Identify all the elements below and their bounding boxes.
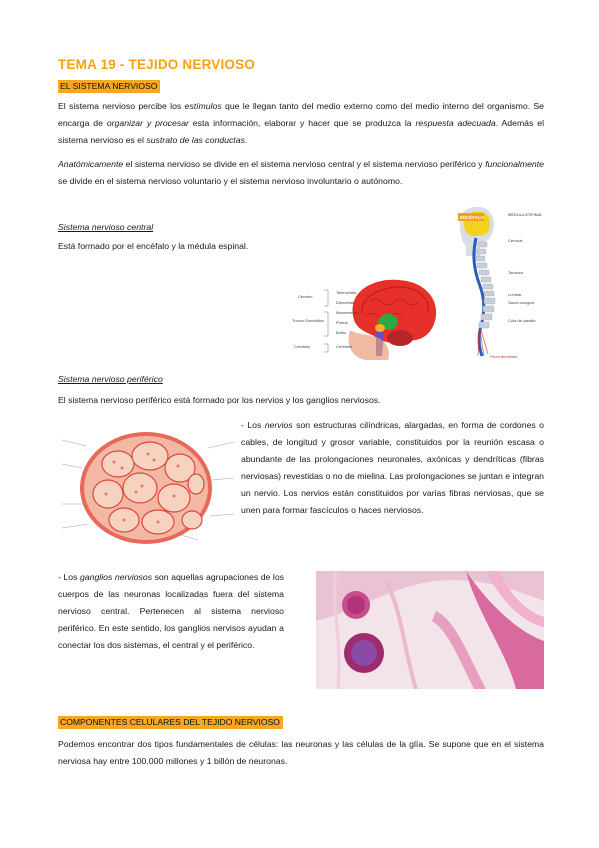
emphasis-text: sustrato de las conductas xyxy=(146,135,245,145)
paragraph-intro xyxy=(58,98,544,149)
emphasis-text: estímulos xyxy=(184,101,222,111)
text-run: - Los xyxy=(241,420,265,430)
text-run: se divide en el sistema nervioso voluntario y el sistema nervioso involuntario o autónomo. xyxy=(58,176,403,186)
label-filum: Filum terminale xyxy=(490,354,518,359)
page-title: TEMA 19 - TEJIDO NERVIOSO xyxy=(58,57,256,72)
text-run: . Además el sistema nervioso es el xyxy=(58,118,544,145)
label-diencefalo: Diencéfalo xyxy=(336,300,355,305)
label-cervical: Cervical xyxy=(508,238,523,243)
paragraph-snp: El sistema nervioso periférico está formado por los nervios y los ganglios nerviosos. xyxy=(58,395,381,405)
nerve-cross-section-image xyxy=(58,424,238,550)
paragraph-ganglios xyxy=(58,569,284,654)
label-cerebelo: Cerebelo xyxy=(294,344,311,349)
text-run: - Los xyxy=(58,572,80,582)
label-medula: MÉDULA ESPINAL xyxy=(508,212,542,217)
emphasis-text: organizar y procesar xyxy=(106,118,189,128)
section-heading-componentes: COMPONENTES CELULARES DEL TEJIDO NERVIOSO xyxy=(58,716,283,729)
spine-diagram-image xyxy=(450,206,542,364)
text-run: El sistema nervioso percibe los xyxy=(58,101,185,111)
text-run: el sistema nervioso se divide en el sistema nervioso central y el sistema nervioso periférico y xyxy=(123,159,486,169)
label-cerebro: Cerebro xyxy=(298,294,313,299)
text-run: esta información, elaborar y hacer que se produzca la xyxy=(188,118,416,128)
emphasis-text: respuesta adecuada xyxy=(415,118,496,128)
text-run: son aquellas agrupaciones de los cuerpos de las neuronas localizadas fuera del sistema nervioso central. Pertenecen al sistema nervioso periférico. En este sentido, los ganglios nervisos ayudan a conectar los dos sistemas, el central y el periférico. xyxy=(58,572,284,650)
subheading-snp: Sistema nervioso periférico xyxy=(58,374,163,384)
label-sacro: Sacro-coxígea xyxy=(508,300,534,305)
label-toracica: Torácica xyxy=(508,270,523,275)
emphasis-text: funcionalmente xyxy=(485,159,544,169)
text-run: son estructuras cilíndricas, alargadas, en forma de cordones o cables, de longitud y grosor variable, constituidos por la reunión escasa o abundante de las prolongaciones neuronales, axónicas y dendríticas (fibras nerviosas) revestidas o no de mielina. Las prolongaciones se juntan e integran un nervio. Los nervios están constituidos por varias fibras nerviosas, que se unen para formar fascículos o haces nerviosos. xyxy=(241,420,544,515)
label-encefalo: ENCÉFALO xyxy=(460,215,484,220)
label-bulbo: Bulbo xyxy=(336,330,347,335)
label-telencefalo: Telencéfalo xyxy=(336,290,357,295)
paragraph-snc: Está formado por el encéfalo y la médula espinal. xyxy=(58,241,249,251)
text-run: que le llegan tanto del medio externo como del medio interno del organismo. Se encarga de xyxy=(58,101,544,128)
brain-diagram-image xyxy=(280,272,442,362)
emphasis-text: Anatómicamente xyxy=(58,159,124,169)
paragraph-nervios xyxy=(241,417,544,519)
label-mesencefalo: Mesencéfalo xyxy=(336,310,359,315)
emphasis-text: nervios xyxy=(264,420,293,430)
text-run: . xyxy=(244,135,248,145)
section-heading-sistema-nervioso: EL SISTEMA NERVIOSO xyxy=(58,80,160,93)
emphasis-text: ganglios nerviosos xyxy=(79,572,153,582)
subheading-snc: Sistema nervioso central xyxy=(58,222,154,232)
label-lumbar: Lumbar xyxy=(508,292,522,297)
paragraph-componentes: Podemos encontrar dos tipos fundamentales de células: las neuronas y las células de la glía. Se supone que en el sistema nerviosa hay entre 100.000 millones y 1 billón de neuronas. xyxy=(58,739,544,766)
label-cola: Cola de caballo xyxy=(508,318,536,323)
label-cerebelo-right: Cerebelo xyxy=(336,344,353,349)
paragraph-division xyxy=(58,156,544,190)
ganglion-micrograph-image xyxy=(316,571,544,689)
label-tronco: Tronco Encefálico xyxy=(292,318,324,323)
label-protuberancia: Protub. xyxy=(336,320,349,325)
